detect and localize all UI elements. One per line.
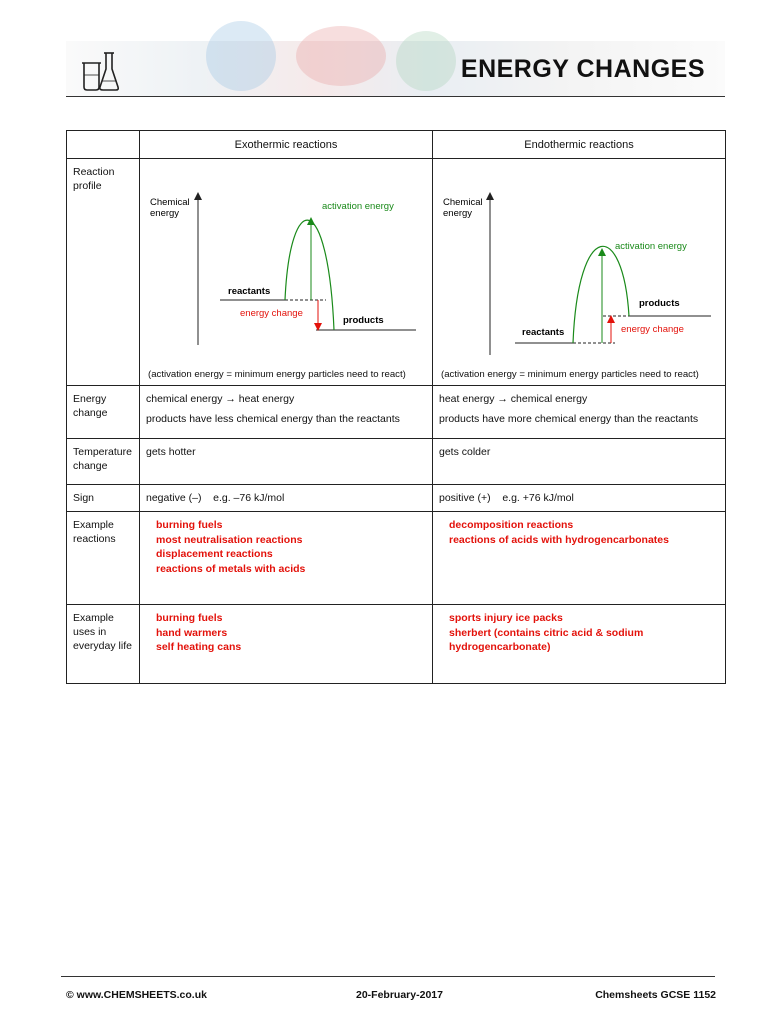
table-header-row — [67, 131, 726, 159]
column-header-exothermic: Exothermic reactions — [140, 131, 433, 159]
endothermic-examples-cell — [433, 512, 726, 605]
table-row-temperature — [67, 439, 726, 485]
endothermic-everyday-cell — [433, 605, 726, 684]
laboratory-glassware-icon — [76, 49, 122, 93]
activation-note: (activation energy = minimum energy particles need to react) — [148, 369, 406, 380]
activation-label: activation energy — [322, 201, 394, 212]
axis-label-line1: Chemical — [150, 197, 190, 208]
axis-label-line2: energy — [443, 208, 473, 219]
endothermic-energy-change-cell — [433, 386, 726, 439]
energy-comparison-text: products have less chemical energy than the reactants — [146, 413, 400, 425]
reactants-label: reactants — [522, 327, 565, 338]
row-label-profile: Reaction profile — [67, 159, 140, 386]
footer-divider — [61, 976, 715, 977]
table-row-sign — [67, 485, 726, 512]
list-item: most neutralisation reactions — [156, 533, 303, 546]
footer-reference: Chemsheets GCSE 1152 — [595, 989, 716, 1001]
exothermic-temperature-cell: gets hotter — [140, 439, 433, 485]
reactants-label: reactants — [228, 286, 271, 297]
row-label-temperature: Temperature change — [67, 439, 140, 485]
endothermic-profile-cell — [433, 159, 726, 386]
exothermic-everyday-cell — [140, 605, 433, 684]
decorative-bubble — [296, 26, 386, 86]
list-item: sports injury ice packs — [449, 612, 563, 624]
table-row-profile — [67, 159, 726, 386]
row-label-sign: Sign — [67, 485, 140, 512]
page-header — [66, 41, 725, 97]
list-item: self heating cans — [156, 641, 242, 653]
list-item: displacement reactions — [156, 548, 273, 560]
axis-label-line1: Chemical — [443, 197, 483, 208]
decorative-bubble — [206, 21, 276, 91]
axis-label-line2: energy — [150, 208, 180, 219]
energy-comparison-text: products have more chemical energy than the reactants — [439, 413, 699, 425]
list-item: burning fuels — [156, 519, 223, 531]
products-label: products — [343, 315, 384, 326]
exothermic-profile-cell — [140, 159, 433, 386]
table-row-examples — [67, 512, 726, 605]
list-item: hydrogencarbonate) — [449, 641, 551, 653]
energy-change-label: energy change — [621, 324, 684, 335]
energy-conversion-text: chemical energy → heat energy — [146, 393, 295, 405]
page-title: ENERGY CHANGES — [460, 55, 705, 83]
empty-corner-cell — [67, 131, 140, 159]
column-header-endothermic: Endothermic reactions — [433, 131, 726, 159]
row-label-energy-change: Energy change — [67, 386, 140, 439]
endothermic-temperature-cell: gets colder — [433, 439, 726, 485]
row-label-everyday: Example uses in everyday life — [67, 605, 140, 684]
table-row-energy-change — [67, 386, 726, 439]
endothermic-sign-cell: positive (+) e.g. +76 kJ/mol — [433, 485, 726, 512]
list-item: decomposition reactions — [449, 519, 574, 531]
activation-note: (activation energy = minimum energy particles need to react) — [441, 369, 699, 380]
footer-copyright: © www.CHEMSHEETS.co.uk — [66, 989, 207, 1001]
exothermic-profile-diagram — [140, 159, 432, 385]
exothermic-examples-cell — [140, 512, 433, 605]
products-label: products — [639, 298, 680, 309]
decorative-bubble — [396, 31, 456, 91]
list-item: reactions of metals with acids — [156, 562, 306, 575]
table-row-everyday — [67, 605, 726, 684]
exothermic-sign-cell: negative (–) e.g. –76 kJ/mol — [140, 485, 433, 512]
list-item: sherbert (contains citric acid & sodium — [449, 626, 644, 639]
activation-label: activation energy — [615, 241, 687, 252]
energy-change-label: energy change — [240, 308, 303, 319]
exothermic-energy-change-cell — [140, 386, 433, 439]
footer-date: 20-February-2017 — [356, 989, 443, 1001]
endothermic-profile-diagram — [433, 159, 725, 385]
list-item: reactions of acids with hydrogencarbonates — [449, 533, 669, 546]
list-item: burning fuels — [156, 612, 223, 624]
row-label-examples: Example reactions — [67, 512, 140, 605]
energy-changes-table — [66, 130, 726, 684]
list-item: hand warmers — [156, 626, 228, 639]
energy-conversion-text: heat energy → chemical energy — [439, 393, 588, 405]
